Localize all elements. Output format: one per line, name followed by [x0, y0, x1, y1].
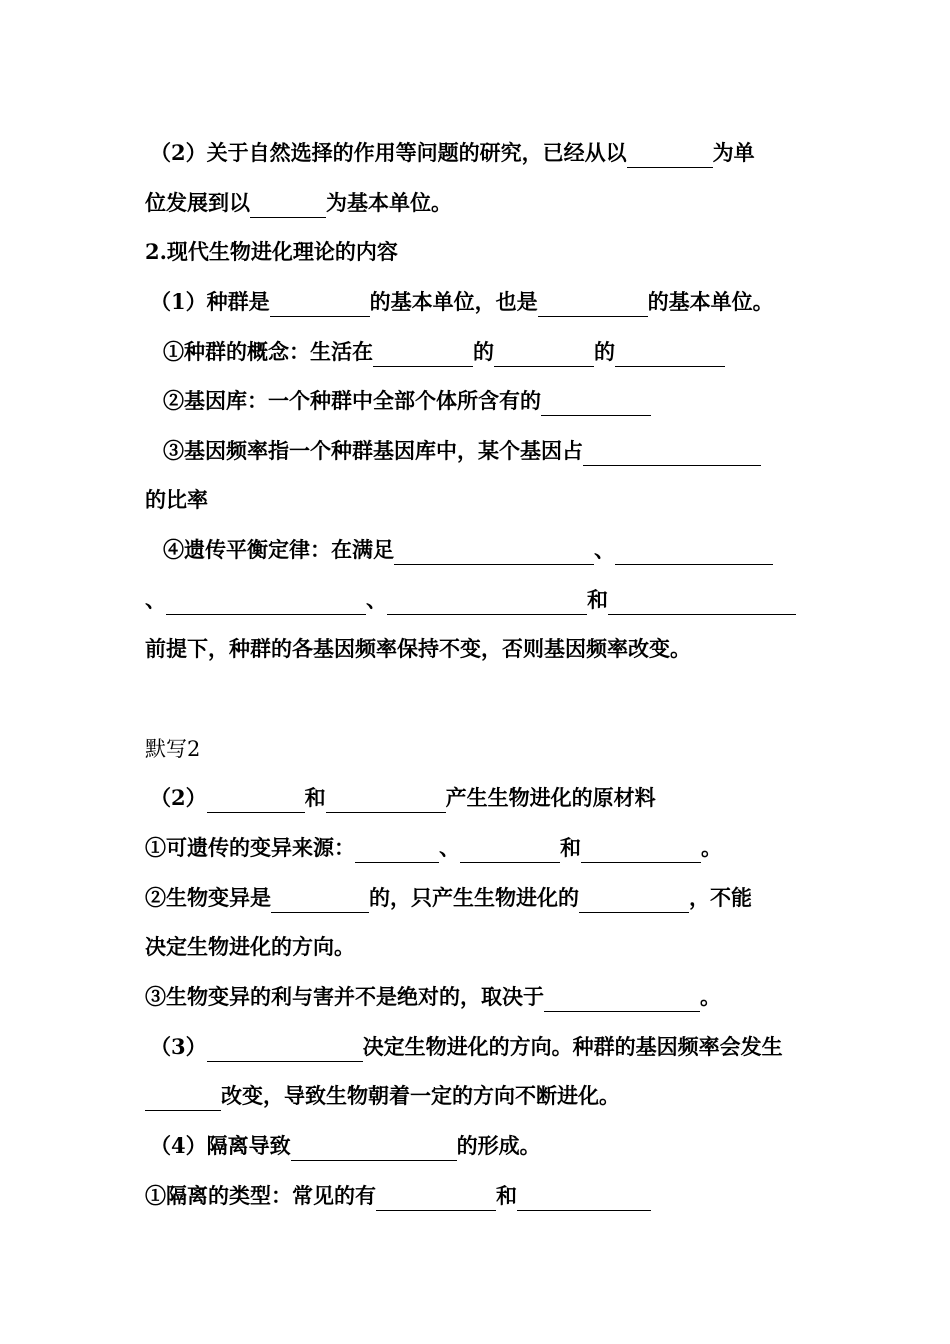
text-line	[163, 337, 725, 367]
fill-blank[interactable]	[166, 592, 366, 615]
fill-blank[interactable]	[615, 344, 725, 367]
fill-blank[interactable]	[376, 1188, 496, 1211]
text-segment: 2.现代生物进化理论的内容	[145, 239, 398, 264]
text-line	[150, 287, 774, 317]
text-segment: ②生物变异是	[145, 885, 271, 910]
text-segment: （3）	[150, 1034, 207, 1059]
text-segment: 和	[304, 785, 326, 810]
section-heading	[145, 734, 200, 764]
text-line	[145, 485, 208, 515]
fill-blank[interactable]	[581, 840, 701, 863]
text-line	[150, 1032, 783, 1062]
text-segment: 决定生物进化的方向。	[145, 934, 355, 959]
fill-blank[interactable]	[145, 1088, 221, 1111]
text-line	[163, 436, 761, 466]
fill-blank[interactable]	[355, 840, 439, 863]
text-segment: 、	[594, 537, 615, 562]
text-segment: 的比率	[145, 487, 208, 512]
text-segment: 的形成。	[456, 1133, 541, 1158]
fill-blank[interactable]	[517, 1188, 651, 1211]
text-segment: 、	[145, 587, 166, 612]
text-segment: 前提下，种群的各基因频率保持不变，否则基因频率改变。	[145, 636, 691, 661]
fill-blank[interactable]	[207, 790, 305, 813]
text-segment: 和	[560, 835, 581, 860]
text-segment: ，不能	[689, 885, 752, 910]
text-segment: 的，只产生生物进化的	[369, 885, 579, 910]
text-segment: （1）种群是	[150, 289, 270, 314]
text-line	[163, 535, 773, 565]
fill-blank[interactable]	[250, 195, 326, 218]
text-segment: ②基因库：一个种群中全部个体所含有的	[163, 388, 541, 413]
fill-blank[interactable]	[538, 294, 648, 317]
fill-blank[interactable]	[207, 1039, 363, 1062]
fill-blank[interactable]	[270, 294, 370, 317]
text-segment: 和	[496, 1183, 517, 1208]
text-segment: ③基因频率指一个种群基因库中，某个基因占	[163, 438, 583, 463]
text-line	[145, 1081, 620, 1111]
text-line	[145, 982, 721, 1012]
fill-blank[interactable]	[460, 840, 560, 863]
text-segment: 、	[439, 835, 460, 860]
text-segment: ①种群的概念：生活在	[163, 339, 373, 364]
fill-blank[interactable]	[291, 1138, 457, 1161]
text-segment: （2）关于自然选择的作用等问题的研究，已经从以	[150, 140, 627, 165]
text-segment: 产生生物进化的原材料	[445, 785, 656, 810]
text-line	[145, 833, 722, 863]
fill-blank[interactable]	[544, 989, 700, 1012]
fill-blank[interactable]	[394, 542, 594, 565]
text-segment: 位发展到以	[145, 190, 250, 215]
text-segment: ①可遗传的变异来源：	[145, 835, 355, 860]
text-segment: 的基本单位，也是	[369, 289, 538, 314]
fill-blank[interactable]	[541, 393, 651, 416]
text-line	[163, 386, 651, 416]
text-line	[145, 1181, 651, 1211]
fill-blank[interactable]	[579, 890, 689, 913]
text-line	[150, 783, 656, 813]
fill-blank[interactable]	[583, 443, 761, 466]
text-line	[150, 1131, 541, 1161]
text-segment: ①隔离的类型：常见的有	[145, 1183, 376, 1208]
fill-blank[interactable]	[326, 790, 446, 813]
text-line	[145, 932, 355, 962]
fill-blank[interactable]	[615, 542, 773, 565]
text-segment: 的	[594, 339, 615, 364]
fill-blank[interactable]	[373, 344, 473, 367]
text-line	[145, 883, 752, 913]
text-segment: 为基本单位。	[326, 190, 452, 215]
text-segment: 和	[587, 587, 608, 612]
section-heading	[145, 237, 398, 267]
text-segment: 改变，导致生物朝着一定的方向不断进化。	[221, 1083, 620, 1108]
text-segment: 为单	[712, 140, 755, 165]
fill-blank[interactable]	[271, 890, 369, 913]
text-segment: ④遗传平衡定律：在满足	[163, 537, 394, 562]
text-segment: 。	[700, 984, 721, 1009]
text-line	[145, 188, 452, 218]
fill-blank[interactable]	[627, 145, 713, 168]
text-segment: （4）隔离导致	[150, 1133, 291, 1158]
text-segment: 。	[701, 835, 722, 860]
text-segment: 的基本单位。	[647, 289, 774, 314]
text-segment: 默写2	[145, 737, 201, 761]
text-segment: ③生物变异的利与害并不是绝对的，取决于	[145, 984, 544, 1009]
text-line	[145, 585, 796, 615]
fill-blank[interactable]	[608, 592, 796, 615]
text-line	[145, 634, 691, 664]
text-segment: 的	[473, 339, 494, 364]
text-segment: 、	[366, 587, 387, 612]
fill-blank[interactable]	[387, 592, 587, 615]
text-segment: 决定生物进化的方向。种群的基因频率会发生	[362, 1034, 783, 1059]
text-segment: （2）	[150, 785, 207, 810]
fill-blank[interactable]	[494, 344, 594, 367]
text-line	[150, 138, 755, 168]
